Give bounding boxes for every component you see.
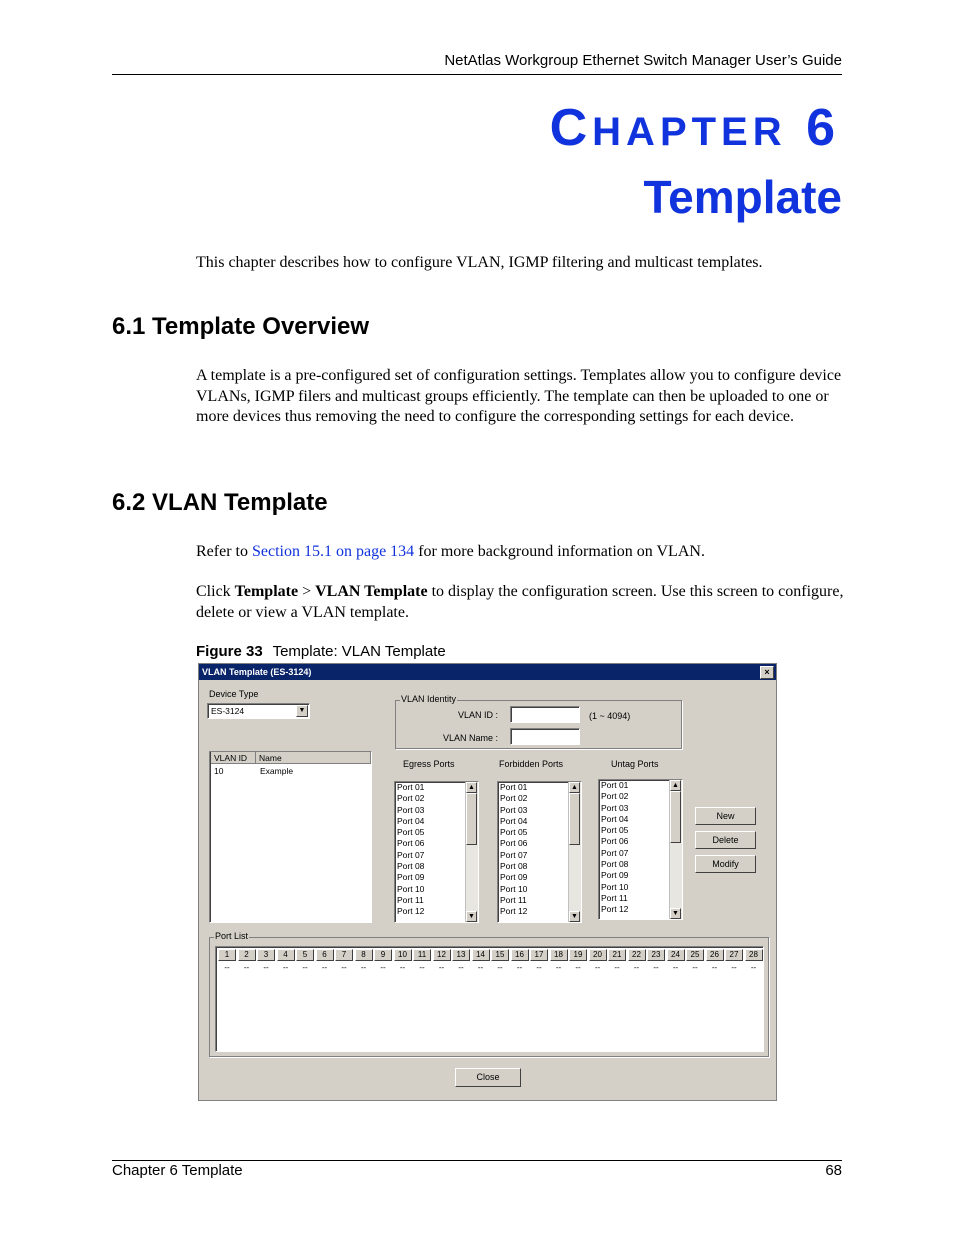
refer-suffix: for more background information on VLAN. <box>414 543 705 560</box>
port-value: -- <box>438 963 445 972</box>
figure-caption <box>196 643 446 660</box>
page-number: 68 <box>825 1162 842 1179</box>
port-number-header[interactable]: 5 <box>296 949 314 961</box>
figure-number: Figure 33 <box>196 643 263 660</box>
port-value: -- <box>302 963 308 972</box>
vlan-table[interactable] <box>209 751 372 923</box>
port-list-item[interactable]: Port 01 <box>601 780 629 790</box>
port-list-group <box>209 931 769 1057</box>
forbidden-ports-label: Forbidden Ports <box>499 759 564 769</box>
vlan-name-input[interactable] <box>510 728 580 745</box>
port-value: -- <box>555 963 562 972</box>
device-type-label: Device Type <box>209 689 259 699</box>
port-value: -- <box>497 963 503 972</box>
port-list-item[interactable]: Port 06 <box>500 838 528 849</box>
dialog-title: VLAN Template (ES-3124) <box>202 667 312 677</box>
port-list-item[interactable]: Port 07 <box>397 849 425 860</box>
scroll-up-icon[interactable]: ▲ <box>670 780 681 791</box>
chapter-title: Template <box>643 171 842 223</box>
port-number-header[interactable]: 3 <box>257 949 275 961</box>
port-value: -- <box>711 963 718 972</box>
port-list-item[interactable]: Port 11 <box>500 894 527 905</box>
port-list-item[interactable]: Port 07 <box>601 847 629 858</box>
running-header: NetAtlas Workgroup Ethernet Switch Manager User’s Guide <box>444 52 842 69</box>
port-value: -- <box>380 963 386 972</box>
table-row[interactable] <box>211 766 371 777</box>
port-number-header[interactable]: 4 <box>277 949 295 961</box>
forbidden-scrollbar[interactable] <box>568 782 581 922</box>
port-number-header[interactable]: 27 <box>725 949 743 961</box>
scroll-thumb[interactable] <box>466 793 477 845</box>
device-type-select[interactable] <box>207 703 310 719</box>
port-list-item[interactable]: Port 03 <box>397 804 425 815</box>
port-number-header[interactable]: 8 <box>355 949 373 961</box>
port-list-item[interactable]: Port 06 <box>601 836 629 847</box>
click-prefix: Click <box>196 583 235 600</box>
egress-scrollbar[interactable] <box>465 782 478 922</box>
col-name[interactable]: Name <box>256 752 371 764</box>
dialog-titlebar <box>199 664 776 680</box>
port-list-item[interactable]: Port 05 <box>601 825 629 836</box>
port-list-item[interactable]: Port 10 <box>500 883 528 894</box>
port-number-header[interactable]: 20 <box>589 949 607 961</box>
port-number-header[interactable]: 26 <box>706 949 724 961</box>
port-number-header[interactable]: 25 <box>686 949 704 961</box>
untag-scrollbar[interactable] <box>669 780 682 919</box>
menu-vlan-template: VLAN Template <box>315 583 428 600</box>
untag-ports-label: Untag Ports <box>611 759 659 769</box>
port-number-header[interactable]: 21 <box>608 949 626 961</box>
port-value: -- <box>321 963 328 972</box>
port-value: -- <box>516 963 523 972</box>
chapter-label <box>550 98 840 158</box>
port-value: -- <box>692 963 698 972</box>
footer-chapter: Chapter 6 Template <box>112 1162 243 1179</box>
port-number-header[interactable]: 2 <box>238 949 256 961</box>
port-number-header[interactable]: 17 <box>530 949 548 961</box>
port-number-header[interactable]: 10 <box>394 949 412 961</box>
forbidden-ports-list[interactable] <box>497 781 582 923</box>
section-link[interactable]: Section 15.1 on page 134 <box>251 543 415 560</box>
port-list-item[interactable]: Port 07 <box>500 849 528 860</box>
close-icon[interactable]: × <box>760 666 774 679</box>
port-value: -- <box>575 963 581 972</box>
delete-button[interactable]: Delete <box>695 831 756 849</box>
port-value: -- <box>731 963 737 972</box>
port-number-header[interactable]: 24 <box>667 949 685 961</box>
header-rule <box>112 74 842 75</box>
scroll-down-icon[interactable]: ▼ <box>569 911 580 922</box>
port-value: -- <box>263 963 269 972</box>
port-list-item[interactable]: Port 02 <box>601 791 629 802</box>
port-value: -- <box>458 963 464 972</box>
port-value: -- <box>750 963 757 972</box>
port-number-header[interactable]: 14 <box>472 949 490 961</box>
scroll-down-icon[interactable]: ▼ <box>466 911 477 922</box>
port-number-header[interactable]: 7 <box>335 949 353 961</box>
port-number-header[interactable]: 6 <box>316 949 334 961</box>
port-list-item[interactable]: Port 02 <box>397 793 425 804</box>
port-list-item[interactable]: Port 12 <box>397 906 425 917</box>
untag-ports-list[interactable] <box>598 779 683 920</box>
port-list-item[interactable]: Port 11 <box>601 892 628 903</box>
vlan-identity-group <box>395 694 682 749</box>
port-value: -- <box>360 963 367 972</box>
port-list-item[interactable]: Port 01 <box>397 782 425 792</box>
port-list-item[interactable]: Port 04 <box>601 813 629 824</box>
port-value: -- <box>653 963 659 972</box>
scroll-thumb[interactable] <box>670 791 681 843</box>
vlan-identity-legend: VLAN Identity <box>401 694 457 704</box>
port-number-header[interactable]: 28 <box>745 949 763 961</box>
port-list-item[interactable]: Port 12 <box>601 904 629 915</box>
port-value: -- <box>672 963 679 972</box>
port-number-header[interactable]: 18 <box>550 949 568 961</box>
footer-rule <box>112 1160 842 1161</box>
port-list-item[interactable]: Port 09 <box>601 870 629 881</box>
refer-paragraph <box>196 542 846 563</box>
menu-template: Template <box>234 583 299 600</box>
section-heading-overview: 6.1 Template Overview <box>112 313 370 340</box>
chapter-label-initial: C <box>549 99 593 157</box>
close-button[interactable]: Close <box>455 1068 521 1087</box>
vlan-name-label: VLAN Name : <box>443 733 499 743</box>
chevron-down-icon[interactable]: ▼ <box>296 705 308 717</box>
figure-caption-text: Template: VLAN Template <box>272 643 446 660</box>
chapter-number: 6 <box>806 99 840 157</box>
row-name: Example <box>260 766 294 776</box>
port-value: -- <box>633 963 640 972</box>
col-vlan-id[interactable]: VLAN ID <box>211 752 256 764</box>
egress-ports-list[interactable] <box>394 781 479 923</box>
port-value: -- <box>282 963 289 972</box>
port-number-header[interactable]: 16 <box>511 949 529 961</box>
vlan-id-input[interactable] <box>510 706 580 723</box>
port-list-item[interactable]: Port 09 <box>397 872 425 883</box>
port-list-item[interactable]: Port 10 <box>601 881 629 892</box>
port-value: -- <box>536 963 542 972</box>
port-value: -- <box>477 963 484 972</box>
click-paragraph <box>196 582 846 623</box>
port-value: -- <box>419 963 425 972</box>
port-list-item[interactable]: Port 04 <box>397 815 425 826</box>
port-number-header[interactable]: 13 <box>452 949 470 961</box>
port-value: -- <box>341 963 347 972</box>
port-list-item[interactable]: Port 01 <box>500 782 528 792</box>
port-list-item[interactable]: Port 11 <box>397 894 424 905</box>
port-list-item[interactable]: Port 03 <box>500 804 528 815</box>
device-type-value: ES-3124 <box>211 706 245 716</box>
port-value: -- <box>243 963 250 972</box>
modify-button[interactable]: Modify <box>695 855 756 873</box>
port-list-item[interactable]: Port 04 <box>500 815 528 826</box>
port-number-header[interactable]: 11 <box>413 949 431 961</box>
egress-ports-label: Egress Ports <box>403 759 455 769</box>
port-value: -- <box>399 963 406 972</box>
chapter-label-rest: HAPTER <box>592 110 787 154</box>
refer-prefix: Refer to <box>196 543 252 560</box>
click-suffix: to display the configuration screen. Use this screen to configure, delete or view a VLAN template. <box>196 583 844 621</box>
port-list-legend: Port List <box>215 931 249 941</box>
port-list-item[interactable]: Port 08 <box>397 861 425 872</box>
port-list-item[interactable]: Port 08 <box>601 859 629 870</box>
port-number-header[interactable]: 22 <box>628 949 646 961</box>
scroll-up-icon[interactable]: ▲ <box>569 782 580 793</box>
port-list-item[interactable]: Port 08 <box>500 861 528 872</box>
port-list-grid[interactable] <box>215 946 764 1052</box>
scroll-thumb[interactable] <box>569 793 580 845</box>
port-value: -- <box>614 963 620 972</box>
port-number-header[interactable]: 9 <box>374 949 392 961</box>
port-value: -- <box>224 963 230 972</box>
port-list-item[interactable]: Port 10 <box>397 883 425 894</box>
port-list-item[interactable]: Port 06 <box>397 838 425 849</box>
menu-separator: > <box>298 583 316 600</box>
port-list-item[interactable]: Port 12 <box>500 906 528 917</box>
port-number-header[interactable]: 15 <box>491 949 509 961</box>
port-number-header[interactable]: 1 <box>218 949 236 961</box>
new-button[interactable]: New <box>695 807 756 825</box>
vlan-id-range: (1 ~ 4094) <box>589 711 631 721</box>
scroll-up-icon[interactable]: ▲ <box>466 782 477 793</box>
vlan-template-dialog <box>198 663 777 1101</box>
port-list-item[interactable]: Port 03 <box>601 802 629 813</box>
port-list-item[interactable]: Port 09 <box>500 872 528 883</box>
intro-paragraph: This chapter describes how to configure VLAN, IGMP filtering and multicast templates. <box>196 254 763 271</box>
port-list-item[interactable]: Port 02 <box>500 793 528 804</box>
row-vlan-id: 10 <box>214 766 224 776</box>
vlan-id-label: VLAN ID : <box>458 710 499 720</box>
overview-paragraph: A template is a pre-configured set of configuration settings. Templates allow you to configure device VLANs, IGMP filers and multicast groups efficiently. The template can then be uploaded to one or more devices thus removing the need to configure the corresponding settings for each device. <box>196 367 842 425</box>
scroll-down-icon[interactable]: ▼ <box>670 908 681 919</box>
port-list-item[interactable]: Port 05 <box>500 827 528 838</box>
port-number-header[interactable]: 12 <box>433 949 451 961</box>
port-number-header[interactable]: 19 <box>569 949 587 961</box>
port-number-header[interactable]: 23 <box>647 949 665 961</box>
port-value: -- <box>594 963 601 972</box>
section-heading-vlan: 6.2 VLAN Template <box>112 489 328 516</box>
port-list-item[interactable]: Port 05 <box>397 827 425 838</box>
